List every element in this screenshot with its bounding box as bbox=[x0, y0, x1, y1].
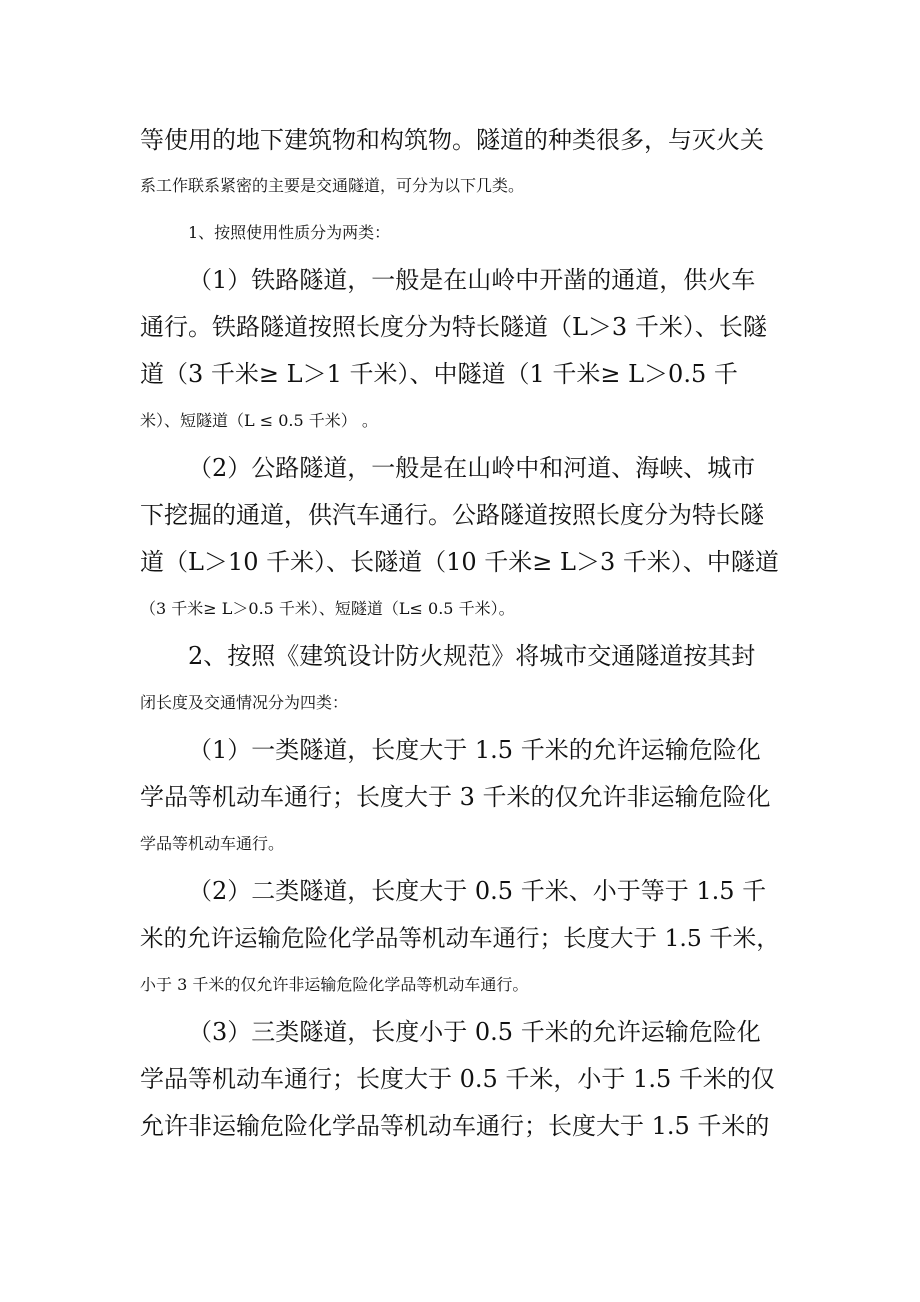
text-line-7: 米）、短隧道（L ≤ 0.5 千米） 。 bbox=[140, 411, 378, 430]
text-line-16: 学品等机动车通行。 bbox=[140, 834, 285, 853]
text-line-11: （3 千米≥ L＞0.5 千米）、短隧道（L≤ 0.5 千米）。 bbox=[140, 599, 515, 618]
text-line-22: 允许非运输危险化学品等机动车通行；长度大于 1.5 千米的 bbox=[140, 1112, 770, 1140]
text-line-4: （1）铁路隧道，一般是在山岭中开凿的通道，供火车 bbox=[188, 266, 756, 294]
text-line-15: 学品等机动车通行；长度大于 3 千米的仅允许非运输危险化 bbox=[140, 783, 771, 811]
text-line-21: 学品等机动车通行；长度大于 0.5 千米，小于 1.5 千米的仅 bbox=[140, 1065, 775, 1093]
text-line-12: 2、按照《建筑设计防火规范》将城市交通隧道按其封 bbox=[188, 642, 756, 670]
text-line-19: 小于 3 千米的仅允许非运输危险化学品等机动车通行。 bbox=[140, 975, 529, 994]
text-line-8: （2）公路隧道，一般是在山岭中和河道、海峡、城市 bbox=[188, 454, 756, 482]
text-line-9: 下挖掘的通道，供汽车通行。公路隧道按照长度分为特长隧 bbox=[140, 501, 764, 529]
text-line-2: 系工作联系紧密的主要是交通隧道，可分为以下几类。 bbox=[140, 176, 525, 195]
text-line-5: 通行。铁路隧道按照长度分为特长隧道（L＞3 千米）、长隧 bbox=[140, 313, 767, 341]
text-line-1: 等使用的地下建筑物和构筑物。隧道的种类很多，与灭火关 bbox=[140, 126, 764, 154]
text-line-18: 米的允许运输危险化学品等机动车通行；长度大于 1.5 千米， bbox=[140, 924, 780, 952]
text-line-20: （3）三类隧道，长度小于 0.5 千米的允许运输危险化 bbox=[188, 1018, 761, 1046]
text-line-6: 道（3 千米≥ L＞1 千米）、中隧道（1 千米≥ L＞0.5 千 bbox=[140, 360, 738, 388]
text-line-13: 闭长度及交通情况分为四类： bbox=[140, 693, 349, 712]
text-line-3: 1、按照使用性质分为两类： bbox=[188, 223, 391, 242]
text-line-17: （2）二类隧道，长度大于 0.5 千米、小于等于 1.5 千 bbox=[188, 877, 767, 905]
text-line-14: （1）一类隧道，长度大于 1.5 千米的允许运输危险化 bbox=[188, 736, 761, 764]
text-line-10: 道（L＞10 千米）、长隧道（10 千米≥ L＞3 千米）、中隧道 bbox=[140, 548, 779, 576]
